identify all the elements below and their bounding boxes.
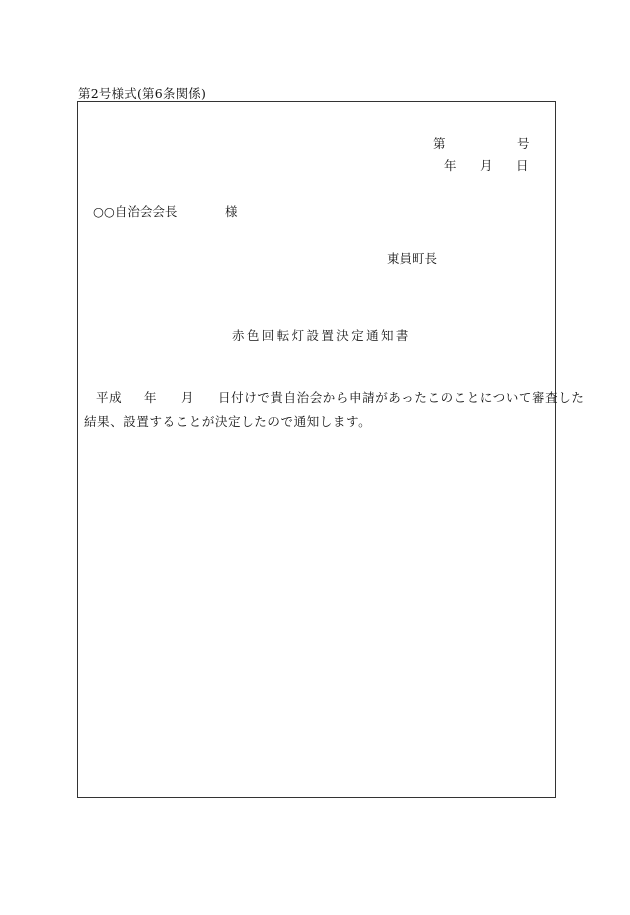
addressee-honorific: 様	[225, 204, 238, 219]
document-frame	[77, 101, 585, 798]
sender-name: 東員町長	[387, 251, 438, 266]
date-day: 日	[516, 158, 529, 173]
addressee-name: ○○自治会会長	[93, 204, 178, 219]
body-year: 年	[144, 390, 158, 405]
body-line-2: 結果、設置することが決定したので通知します。	[84, 414, 372, 429]
body-line-1-rest: 日付けで貴自治会から申請があったこのことについて審査した	[218, 390, 585, 405]
body-text	[84, 386, 585, 434]
document-number-prefix: 第	[433, 136, 446, 151]
date-year: 年	[444, 158, 457, 173]
body-line-1	[84, 386, 585, 410]
form-label: 第2号様式(第6条関係)	[78, 86, 207, 101]
document-title: 赤色回転灯設置決定通知書	[232, 328, 411, 343]
date-month: 月	[480, 158, 493, 173]
body-month: 月	[181, 390, 195, 405]
body-era: 平成	[96, 390, 123, 405]
document-number-suffix: 号	[517, 136, 530, 151]
